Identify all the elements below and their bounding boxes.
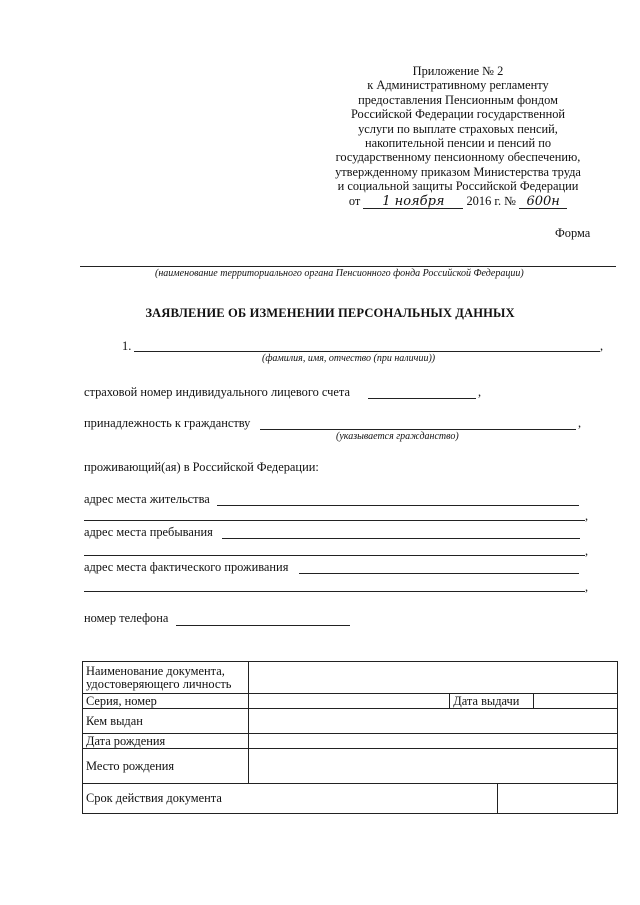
citizenship-caption: (указывается гражданство) [336, 431, 459, 442]
appendix-line: услуги по выплате страховых пенсий, [358, 121, 558, 136]
table-row [83, 749, 618, 784]
series-cell[interactable] [248, 694, 449, 709]
appendix-line: Приложение № 2 [412, 64, 504, 78]
appendix-line: государственному пенсионному обеспечению, [335, 150, 581, 165]
doc-name-label: Наименование документа, удостоверяющего личность [83, 662, 249, 694]
validity-label: Срок действия документа [83, 784, 498, 814]
appendix-line: Российской Федерации государственной [350, 107, 566, 122]
order-date-handwritten: 1 ноября [363, 195, 463, 209]
snils-comma: , [478, 385, 482, 399]
address-residence-comma: , [585, 509, 589, 523]
appendix-line: и социальной защиты Российской Федерации [337, 179, 579, 194]
document-title: ЗАЯВЛЕНИЕ ОБ ИЗМЕНЕНИИ ПЕРСОНАЛЬНЫХ ДАННЫХ [145, 306, 515, 320]
form-label: Форма [555, 226, 591, 240]
residing-label: проживающий(ая) в Российской Федерации: [84, 460, 319, 474]
appendix-line: утвержденному приказом Министерства труда [335, 164, 581, 179]
date-prefix: от [348, 193, 361, 208]
citizenship-field[interactable] [260, 429, 576, 430]
table-row [83, 784, 618, 814]
appendix-line: предоставления Пенсионным фондом [358, 92, 558, 107]
snils-field[interactable] [368, 398, 476, 399]
address-actual-field-2[interactable] [84, 591, 585, 592]
appendix-line: накопительной пенсии и пенсий по [364, 136, 552, 151]
address-actual-field[interactable] [299, 573, 579, 574]
order-year: 2016 г. № [466, 193, 517, 208]
address-stay-label: адрес места пребывания [84, 525, 213, 539]
table-row [83, 709, 618, 734]
appendix-header [318, 64, 598, 209]
table-row [83, 694, 618, 709]
issue-date-label: Дата выдачи [450, 694, 534, 709]
series-label: Серия, номер [83, 694, 249, 709]
address-residence-field[interactable] [217, 505, 579, 506]
doc-name-cell[interactable] [248, 662, 617, 694]
address-stay-field-2[interactable] [84, 555, 585, 556]
order-number-handwritten: 600н [519, 195, 567, 209]
snils-label: страховой номер индивидуального лицевого счета [84, 385, 350, 399]
address-stay-field[interactable] [222, 538, 580, 539]
fio-number: 1. [122, 339, 132, 353]
organ-name-caption: (наименование территориального органа Пенсионного фонда Российской Федерации) [155, 268, 524, 279]
fio-field[interactable] [134, 351, 600, 352]
phone-label: номер телефона [84, 611, 169, 625]
address-stay-comma: , [585, 544, 589, 558]
citizenship-label: принадлежность к гражданству [84, 416, 251, 430]
birth-place-label: Место рождения [83, 749, 249, 784]
fio-caption: (фамилия, имя, отчество (при наличии)) [262, 353, 436, 364]
table-row [83, 734, 618, 749]
issue-date-cell[interactable] [534, 694, 618, 709]
address-residence-field-2[interactable] [84, 520, 585, 521]
address-actual-label: адрес места фактического проживания [84, 560, 289, 574]
fio-comma: , [600, 339, 604, 353]
issued-by-label: Кем выдан [83, 709, 249, 734]
address-residence-label: адрес места жительства [84, 492, 210, 506]
identity-document-table [82, 661, 618, 814]
birth-place-cell[interactable] [248, 749, 617, 784]
citizenship-comma: , [578, 416, 582, 430]
order-date-line [318, 194, 598, 209]
birth-date-label: Дата рождения [83, 734, 249, 749]
organ-name-field[interactable] [80, 266, 616, 267]
validity-cell[interactable] [498, 784, 618, 814]
appendix-line: к Административному регламенту [367, 78, 549, 93]
address-actual-comma: , [585, 580, 589, 594]
table-row [83, 662, 618, 694]
issued-by-cell[interactable] [248, 709, 617, 734]
birth-date-cell[interactable] [248, 734, 617, 749]
phone-field[interactable] [176, 625, 350, 626]
